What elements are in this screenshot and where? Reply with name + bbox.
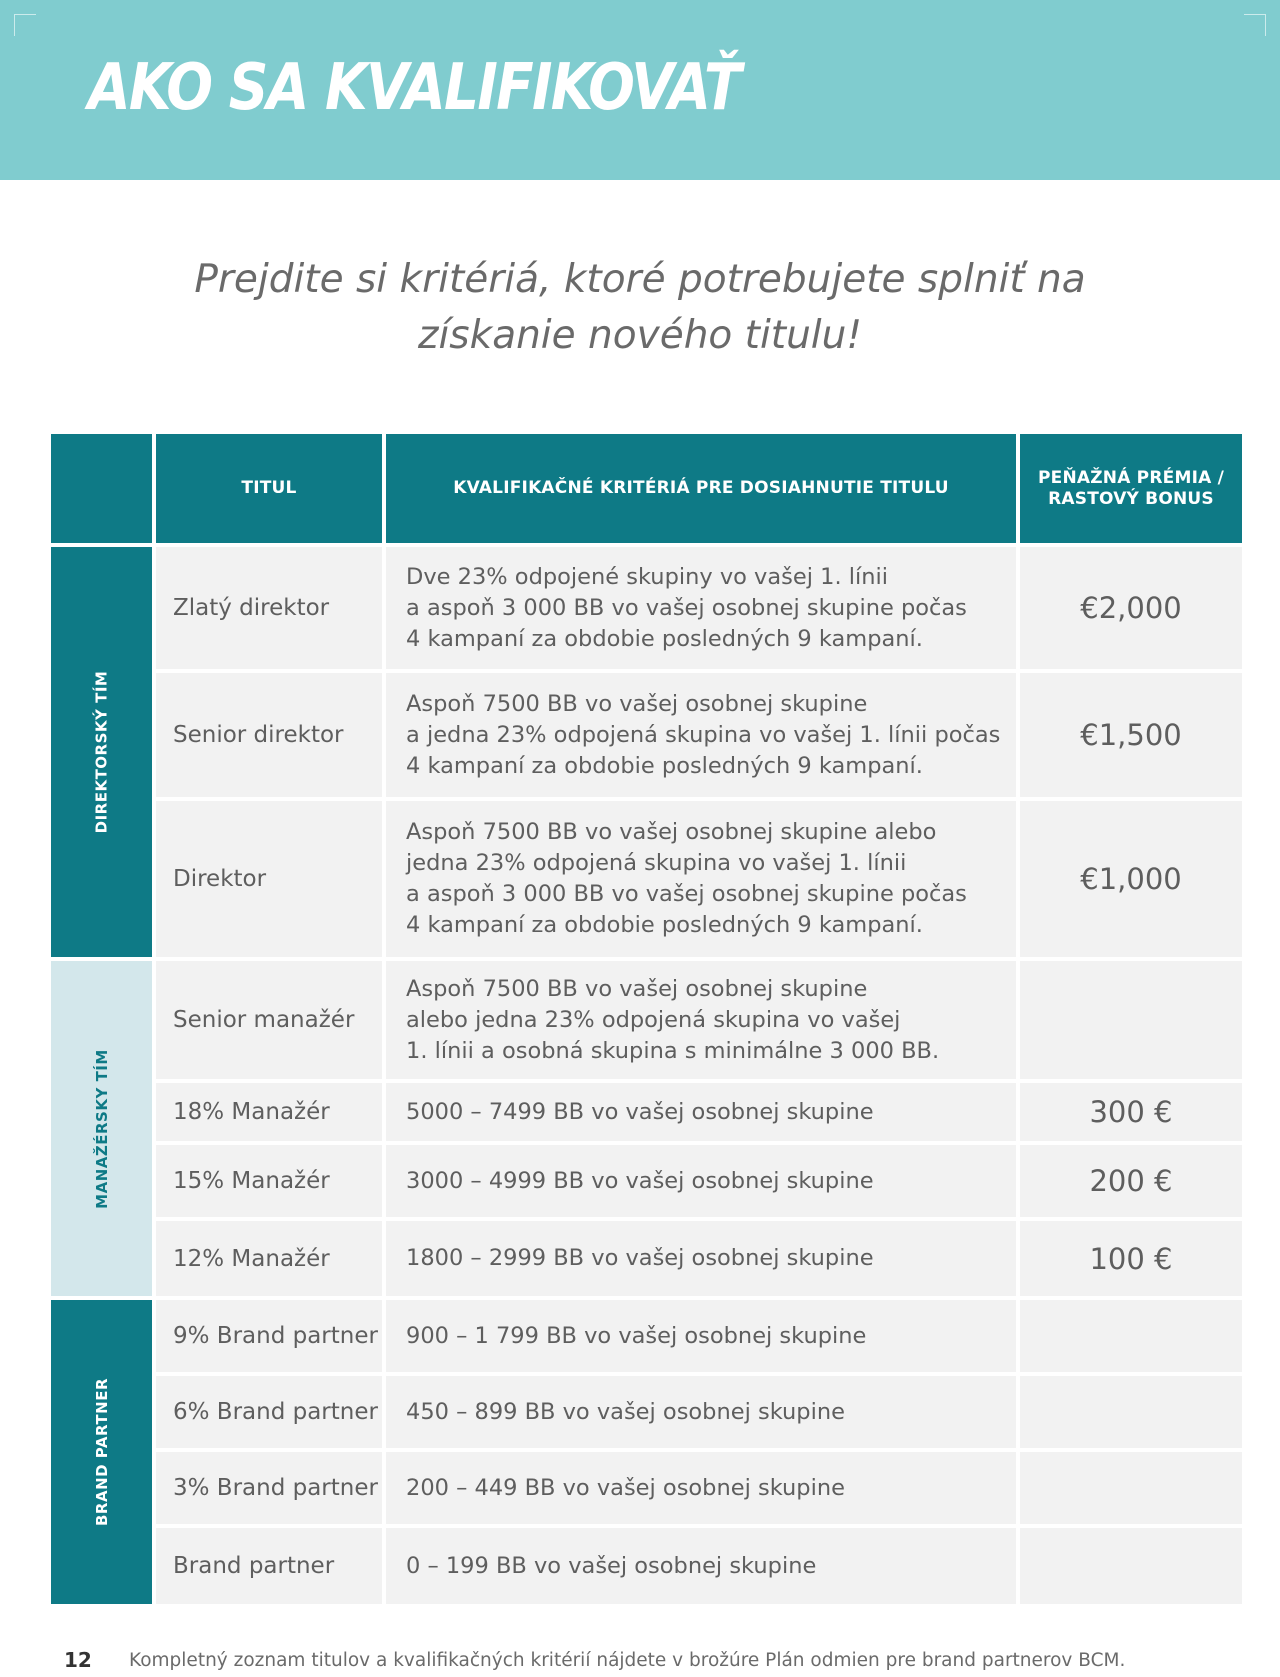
page-subtitle: [0, 252, 1280, 364]
criteria-line: 5000 – 7499 BB vo vašej osobnej skupine: [406, 1098, 874, 1125]
subtitle-line: Prejdite si kritériá, ktoré potrebujete splniť na: [194, 257, 1086, 302]
row-criteria: [386, 801, 1016, 957]
criteria-line: 200 – 449 BB vo vašej osobnej skupine: [406, 1474, 845, 1501]
header-bonus-line: RASTOVÝ BONUS: [1048, 488, 1214, 509]
table-row: [156, 1376, 1242, 1448]
criteria-line: Dve 23% odpojené skupiny vo vašej 1. línii: [406, 563, 889, 590]
criteria-line: 900 – 1 799 BB vo vašej osobnej skupine: [406, 1322, 867, 1349]
criteria-line: Aspoň 7500 BB vo vašej osobnej skupine: [406, 690, 868, 717]
criteria-line: 450 – 899 BB vo vašej osobnej skupine: [406, 1398, 845, 1425]
row-title: 3% Brand partner: [156, 1452, 382, 1524]
row-criteria: [386, 547, 1016, 669]
criteria-line: Aspoň 7500 BB vo vašej osobnej skupine alebo: [406, 819, 937, 845]
page-title: AKO SA KVALIFIKOVAŤ: [88, 51, 740, 125]
row-bonus: [1020, 1452, 1242, 1524]
row-criteria: [386, 1300, 1016, 1372]
table-row: [156, 547, 1242, 669]
row-bonus: 300 €: [1020, 1083, 1242, 1141]
row-criteria: [386, 1376, 1016, 1448]
row-title: Brand partner: [156, 1528, 382, 1604]
table-row: [156, 673, 1242, 797]
section-band-brand: [51, 1300, 152, 1604]
row-bonus: €1,000: [1020, 801, 1242, 957]
table-row: [156, 1528, 1242, 1604]
header-criteria: KVALIFIKAČNÉ KRITÉRIÁ PRE DOSIAHNUTIE TITULU: [386, 434, 1016, 543]
row-criteria: [386, 1145, 1016, 1217]
subtitle-line: získanie nového titulu!: [417, 313, 862, 358]
section-band-director: [51, 547, 152, 957]
row-criteria: [386, 1452, 1016, 1524]
row-bonus: 100 €: [1020, 1221, 1242, 1296]
row-title: 15% Manažér: [156, 1145, 382, 1217]
row-criteria: [386, 673, 1016, 797]
row-criteria: [386, 961, 1016, 1079]
page-number: 12: [64, 1648, 92, 1672]
criteria-line: 4 kampaní za obdobie posledných 9 kampaní.: [406, 625, 923, 652]
table-row: [156, 1452, 1242, 1524]
header-empty-cell: [51, 434, 152, 543]
section-label-director: DIREKTORSKÝ TÍM: [92, 670, 111, 834]
row-criteria: [386, 1083, 1016, 1141]
row-title: Senior manažér: [156, 961, 382, 1079]
criteria-line: a jedna 23% odpojená skupina vo vašej 1. línii počas: [406, 721, 1001, 748]
header-bonus: [1020, 434, 1242, 543]
table-row: [156, 961, 1242, 1079]
criteria-line: 4 kampaní za obdobie posledných 9 kampaní.: [406, 912, 923, 938]
qualification-table: [51, 434, 1242, 1579]
table-row: [156, 1221, 1242, 1296]
criteria-line: Aspoň 7500 BB vo vašej osobnej skupine: [406, 975, 868, 1002]
table-row: [156, 801, 1242, 957]
row-title: 9% Brand partner: [156, 1300, 382, 1372]
table-row: [156, 1145, 1242, 1217]
row-bonus: 200 €: [1020, 1145, 1242, 1217]
criteria-line: alebo jedna 23% odpojená skupina vo vašej: [406, 1006, 901, 1033]
section-label-manager: MANAŽÉRSKY TÍM: [92, 1048, 111, 1209]
table-row: [156, 1083, 1242, 1141]
row-bonus: [1020, 1376, 1242, 1448]
row-bonus: [1020, 961, 1242, 1079]
row-title: 6% Brand partner: [156, 1376, 382, 1448]
header-band: [0, 0, 1280, 180]
header-bonus-line: PEŇAŽNÁ PRÉMIA /: [1038, 467, 1224, 488]
section-band-manager: [51, 961, 152, 1296]
criteria-line: 3000 – 4999 BB vo vašej osobnej skupine: [406, 1167, 874, 1194]
crop-mark-top-right: [1244, 14, 1266, 36]
table-row: [156, 1300, 1242, 1372]
row-bonus: €1,500: [1020, 673, 1242, 797]
row-bonus: [1020, 1300, 1242, 1372]
criteria-line: 4 kampaní za obdobie posledných 9 kampaní.: [406, 752, 923, 779]
row-title: Zlatý direktor: [156, 547, 382, 669]
criteria-line: a aspoň 3 000 BB vo vašej osobnej skupine počas: [406, 594, 967, 621]
criteria-line: 1. línii a osobná skupina s minimálne 3 000 BB.: [406, 1037, 940, 1064]
criteria-line: 0 – 199 BB vo vašej osobnej skupine: [406, 1552, 817, 1579]
criteria-line: 1800 – 2999 BB vo vašej osobnej skupine: [406, 1245, 874, 1271]
row-title: Senior direktor: [156, 673, 382, 797]
page-footer: [0, 1648, 1280, 1676]
row-criteria: [386, 1221, 1016, 1296]
row-bonus: [1020, 1528, 1242, 1604]
section-label-brand: BRAND PARTNER: [92, 1377, 111, 1527]
criteria-line: jedna 23% odpojená skupina vo vašej 1. línii: [406, 850, 907, 876]
row-title: 12% Manažér: [156, 1221, 382, 1296]
table-header-row: [51, 434, 1242, 543]
header-titul: TITUL: [156, 434, 382, 543]
footer-note: Kompletný zoznam titulov a kvalifikačných kritérií nájdete v brožúre Plán odmien pre brand partnerov BCM.: [129, 1650, 1126, 1671]
row-bonus: €2,000: [1020, 547, 1242, 669]
criteria-line: a aspoň 3 000 BB vo vašej osobnej skupine počas: [406, 881, 967, 907]
row-criteria: [386, 1528, 1016, 1604]
crop-mark-top-left: [14, 14, 36, 36]
row-title: Direktor: [156, 801, 382, 957]
row-title: 18% Manažér: [156, 1083, 382, 1141]
